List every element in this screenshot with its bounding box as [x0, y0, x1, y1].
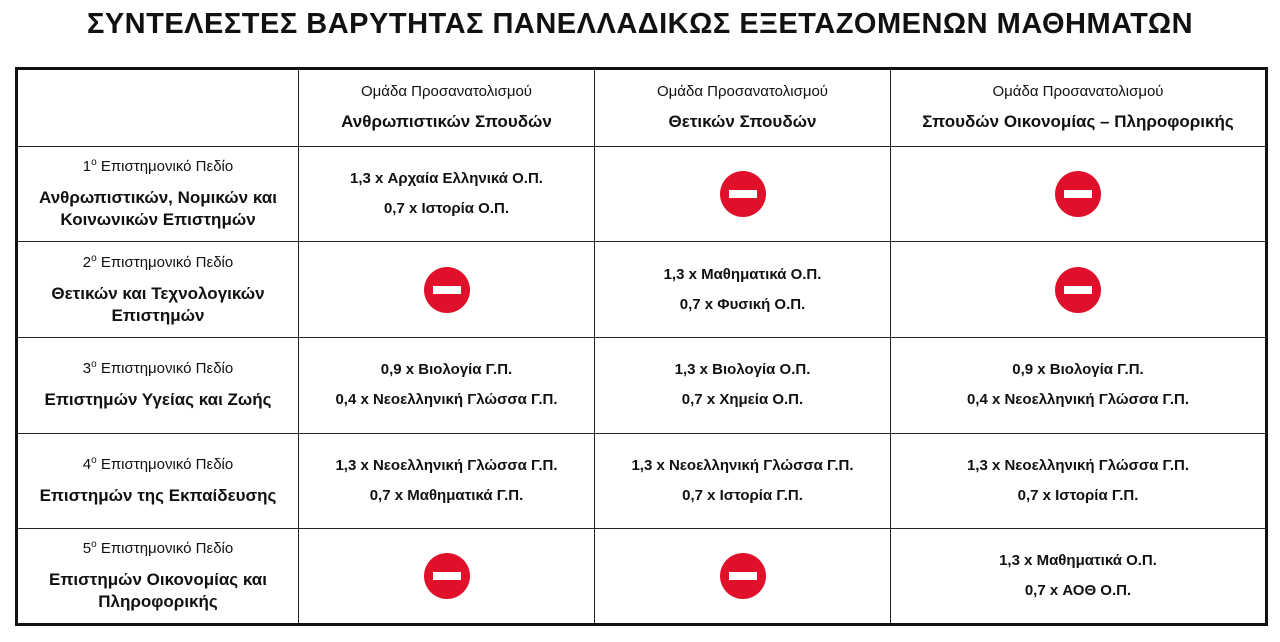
field-number-label: Επιστημονικό Πεδίο: [96, 455, 234, 473]
coefficient-cell: [299, 146, 595, 242]
corner-cell: [17, 69, 299, 147]
coefficient-cell: [891, 146, 1267, 242]
field-number-digit: 2: [82, 253, 92, 271]
column-header-top: Ομάδα Προσανατολισμού: [360, 83, 533, 101]
coefficient-line: 0,9 x Βιολογία Γ.Π.: [1012, 361, 1144, 379]
no-entry-icon: [720, 171, 766, 217]
field-name: Θετικών και Τεχνολογικών Επιστημών: [51, 283, 265, 325]
field-cell: [17, 337, 299, 433]
no-entry-icon: [424, 267, 470, 313]
field-number-digit: 4: [82, 455, 92, 473]
field-number-ordinal: ο: [91, 156, 97, 168]
coefficient-cell: [891, 337, 1267, 433]
coefficient-cell: [891, 529, 1267, 625]
field-number: [22, 359, 294, 377]
field-number-label: Επιστημονικό Πεδίο: [96, 540, 234, 558]
coefficient-line: 0,4 x Νεοελληνική Γλώσσα Γ.Π.: [335, 391, 558, 409]
coefficient-line: 0,7 x Μαθηματικά Γ.Π.: [369, 486, 524, 504]
coefficient-line: 0,9 x Βιολογία Γ.Π.: [380, 361, 513, 379]
coefficient-cell: [299, 337, 595, 433]
column-header-bottom: Ανθρωπιστικών Σπουδών: [341, 112, 552, 132]
field-name: Επιστημών Υγείας και Ζωής: [44, 390, 272, 410]
field-number-label: Επιστημονικό Πεδίο: [96, 157, 234, 175]
coefficient-line: 1,3 x Μαθηματικά Ο.Π.: [999, 552, 1157, 570]
field-number-ordinal: ο: [91, 454, 97, 466]
coefficient-line: 1,3 x Αρχαία Ελληνικά Ο.Π.: [350, 169, 543, 187]
column-header-top: Ομάδα Προσανατολισμού: [656, 83, 829, 101]
field-cell: [17, 529, 299, 625]
coefficient-line: 0,7 x ΑΟΘ Ο.Π.: [1024, 582, 1132, 600]
field-number-digit: 5: [82, 540, 92, 558]
coefficient-line: 1,3 x Μαθηματικά Ο.Π.: [663, 265, 822, 283]
column-header: [595, 69, 891, 147]
column-header-top: Ομάδα Προσανατολισμού: [992, 83, 1164, 101]
column-header: [891, 69, 1267, 147]
coefficient-line: 1,3 x Βιολογία Ο.Π.: [674, 361, 811, 379]
header-row: [17, 69, 1267, 147]
field-name: Ανθρωπιστικών, Νομικών και Κοινωνικών Επιστημών: [39, 187, 277, 229]
coefficient-line: 0,4 x Νεοελληνική Γλώσσα Γ.Π.: [966, 391, 1190, 409]
coefficient-cell: [595, 146, 891, 242]
table-row: [17, 529, 1267, 625]
coefficient-cell: [891, 433, 1267, 529]
coefficient-line: 0,7 x Ιστορία Γ.Π.: [682, 486, 803, 504]
column-header-bottom: Σπουδών Οικονομίας – Πληροφορικής: [922, 112, 1234, 132]
table-row: [17, 146, 1267, 242]
no-entry-icon: [1055, 267, 1101, 313]
coefficient-line: 0,7 x Ιστορία Γ.Π.: [1017, 486, 1139, 504]
no-entry-icon: [1055, 171, 1101, 217]
field-number: [22, 253, 294, 271]
coefficient-cell: [299, 242, 595, 338]
coefficient-cell: [891, 242, 1267, 338]
coefficient-line: 1,3 x Νεοελληνική Γλώσσα Γ.Π.: [631, 456, 854, 474]
field-number-digit: 1: [82, 157, 92, 175]
coefficient-line: 0,7 x Φυσική Ο.Π.: [679, 295, 806, 313]
coefficient-cell: [595, 337, 891, 433]
column-header: [299, 69, 595, 147]
table-row: [17, 337, 1267, 433]
column-header-bottom: Θετικών Σπουδών: [668, 112, 817, 132]
field-cell: [17, 242, 299, 338]
field-cell: [17, 146, 299, 242]
field-number-ordinal: ο: [91, 539, 97, 551]
table-row: [17, 433, 1267, 529]
field-number-label: Επιστημονικό Πεδίο: [96, 253, 234, 271]
coefficient-cell: [595, 242, 891, 338]
field-cell: [17, 433, 299, 529]
coefficient-line: 1,3 x Νεοελληνική Γλώσσα Γ.Π.: [335, 456, 558, 474]
field-number: [22, 539, 294, 557]
coefficient-cell: [299, 433, 595, 529]
coefficient-cell: [595, 433, 891, 529]
coefficient-line: 1,3 x Νεοελληνική Γλώσσα Γ.Π.: [966, 456, 1190, 474]
coefficient-line: 0,7 x Ιστορία Ο.Π.: [383, 199, 510, 217]
coefficient-cell: [595, 529, 891, 625]
table-body: [17, 146, 1267, 624]
page-title: ΣΥΝΤΕΛΕΣΤΕΣ ΒΑΡΥΤΗΤΑΣ ΠΑΝΕΛΛΑΔΙΚΩΣ ΕΞΕΤΑΖΟΜΕΝΩΝ ΜΑΘΗΜΑΤΩΝ: [86, 8, 1194, 40]
field-name: Επιστημών της Εκπαίδευσης: [39, 485, 277, 505]
field-number: [22, 455, 294, 473]
coefficient-cell: [299, 529, 595, 625]
coefficient-line: 0,7 x Χημεία Ο.Π.: [681, 391, 804, 409]
field-number-label: Επιστημονικό Πεδίο: [96, 360, 234, 378]
coefficients-table: [15, 67, 1268, 626]
field-name: Επιστημών Οικονομίας και Πληροφορικής: [49, 570, 267, 612]
field-number-ordinal: ο: [91, 252, 97, 264]
field-number-digit: 3: [82, 360, 92, 378]
field-number-ordinal: ο: [91, 359, 97, 371]
field-number: [22, 157, 294, 175]
no-entry-icon: [720, 553, 766, 599]
no-entry-icon: [424, 553, 470, 599]
table-row: [17, 242, 1267, 338]
